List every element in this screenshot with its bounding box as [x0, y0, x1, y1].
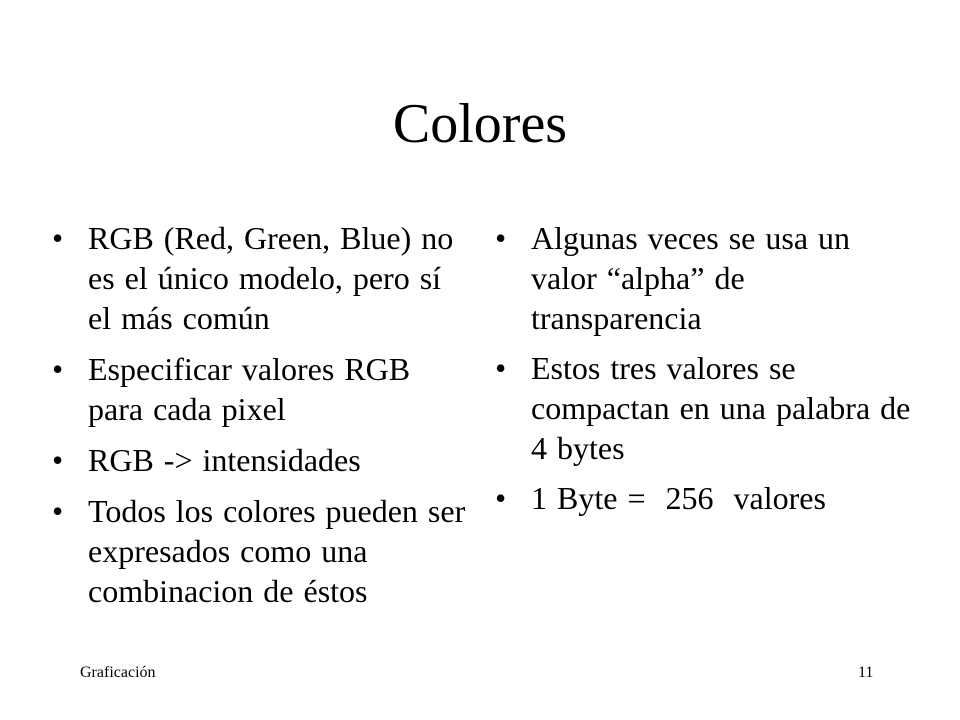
- bullet-item: [52, 349, 472, 429]
- bullet-text: Todos los colores pueden ser expresados como una combinacion de éstos: [88, 493, 466, 609]
- left-bullet-list: [52, 218, 472, 622]
- bullet-icon: •: [52, 442, 64, 478]
- footer-course-name: Graficación: [80, 664, 156, 681]
- bullet-item: [495, 478, 915, 518]
- bullet-item: [52, 440, 472, 480]
- bullet-icon: •: [52, 220, 64, 256]
- bullet-icon: •: [495, 480, 507, 516]
- footer-page-number: 11: [858, 664, 874, 681]
- bullet-icon: •: [495, 220, 507, 256]
- bullet-item: [52, 491, 472, 611]
- bullet-text: Algunas veces se usa un valor “alpha” de transparencia: [531, 220, 851, 336]
- bullet-text: RGB -> intensidades: [88, 442, 361, 478]
- bullet-text: Estos tres valores se compactan en una palabra de 4 bytes: [531, 350, 911, 466]
- bullet-icon: •: [52, 493, 64, 529]
- bullet-item: [495, 218, 915, 338]
- bullet-text: RGB (Red, Green, Blue) no es el único modelo, pero sí el más común: [88, 220, 454, 336]
- bullet-icon: •: [52, 351, 64, 387]
- right-bullet-list: [495, 218, 915, 528]
- slide-title: Colores: [392, 93, 568, 155]
- bullet-text: 1 Byte = 256 valores: [531, 480, 826, 516]
- bullet-item: [52, 218, 472, 338]
- bullet-icon: •: [495, 350, 507, 386]
- bullet-text: Especificar valores RGB para cada pixel: [88, 351, 411, 427]
- bullet-item: [495, 348, 915, 468]
